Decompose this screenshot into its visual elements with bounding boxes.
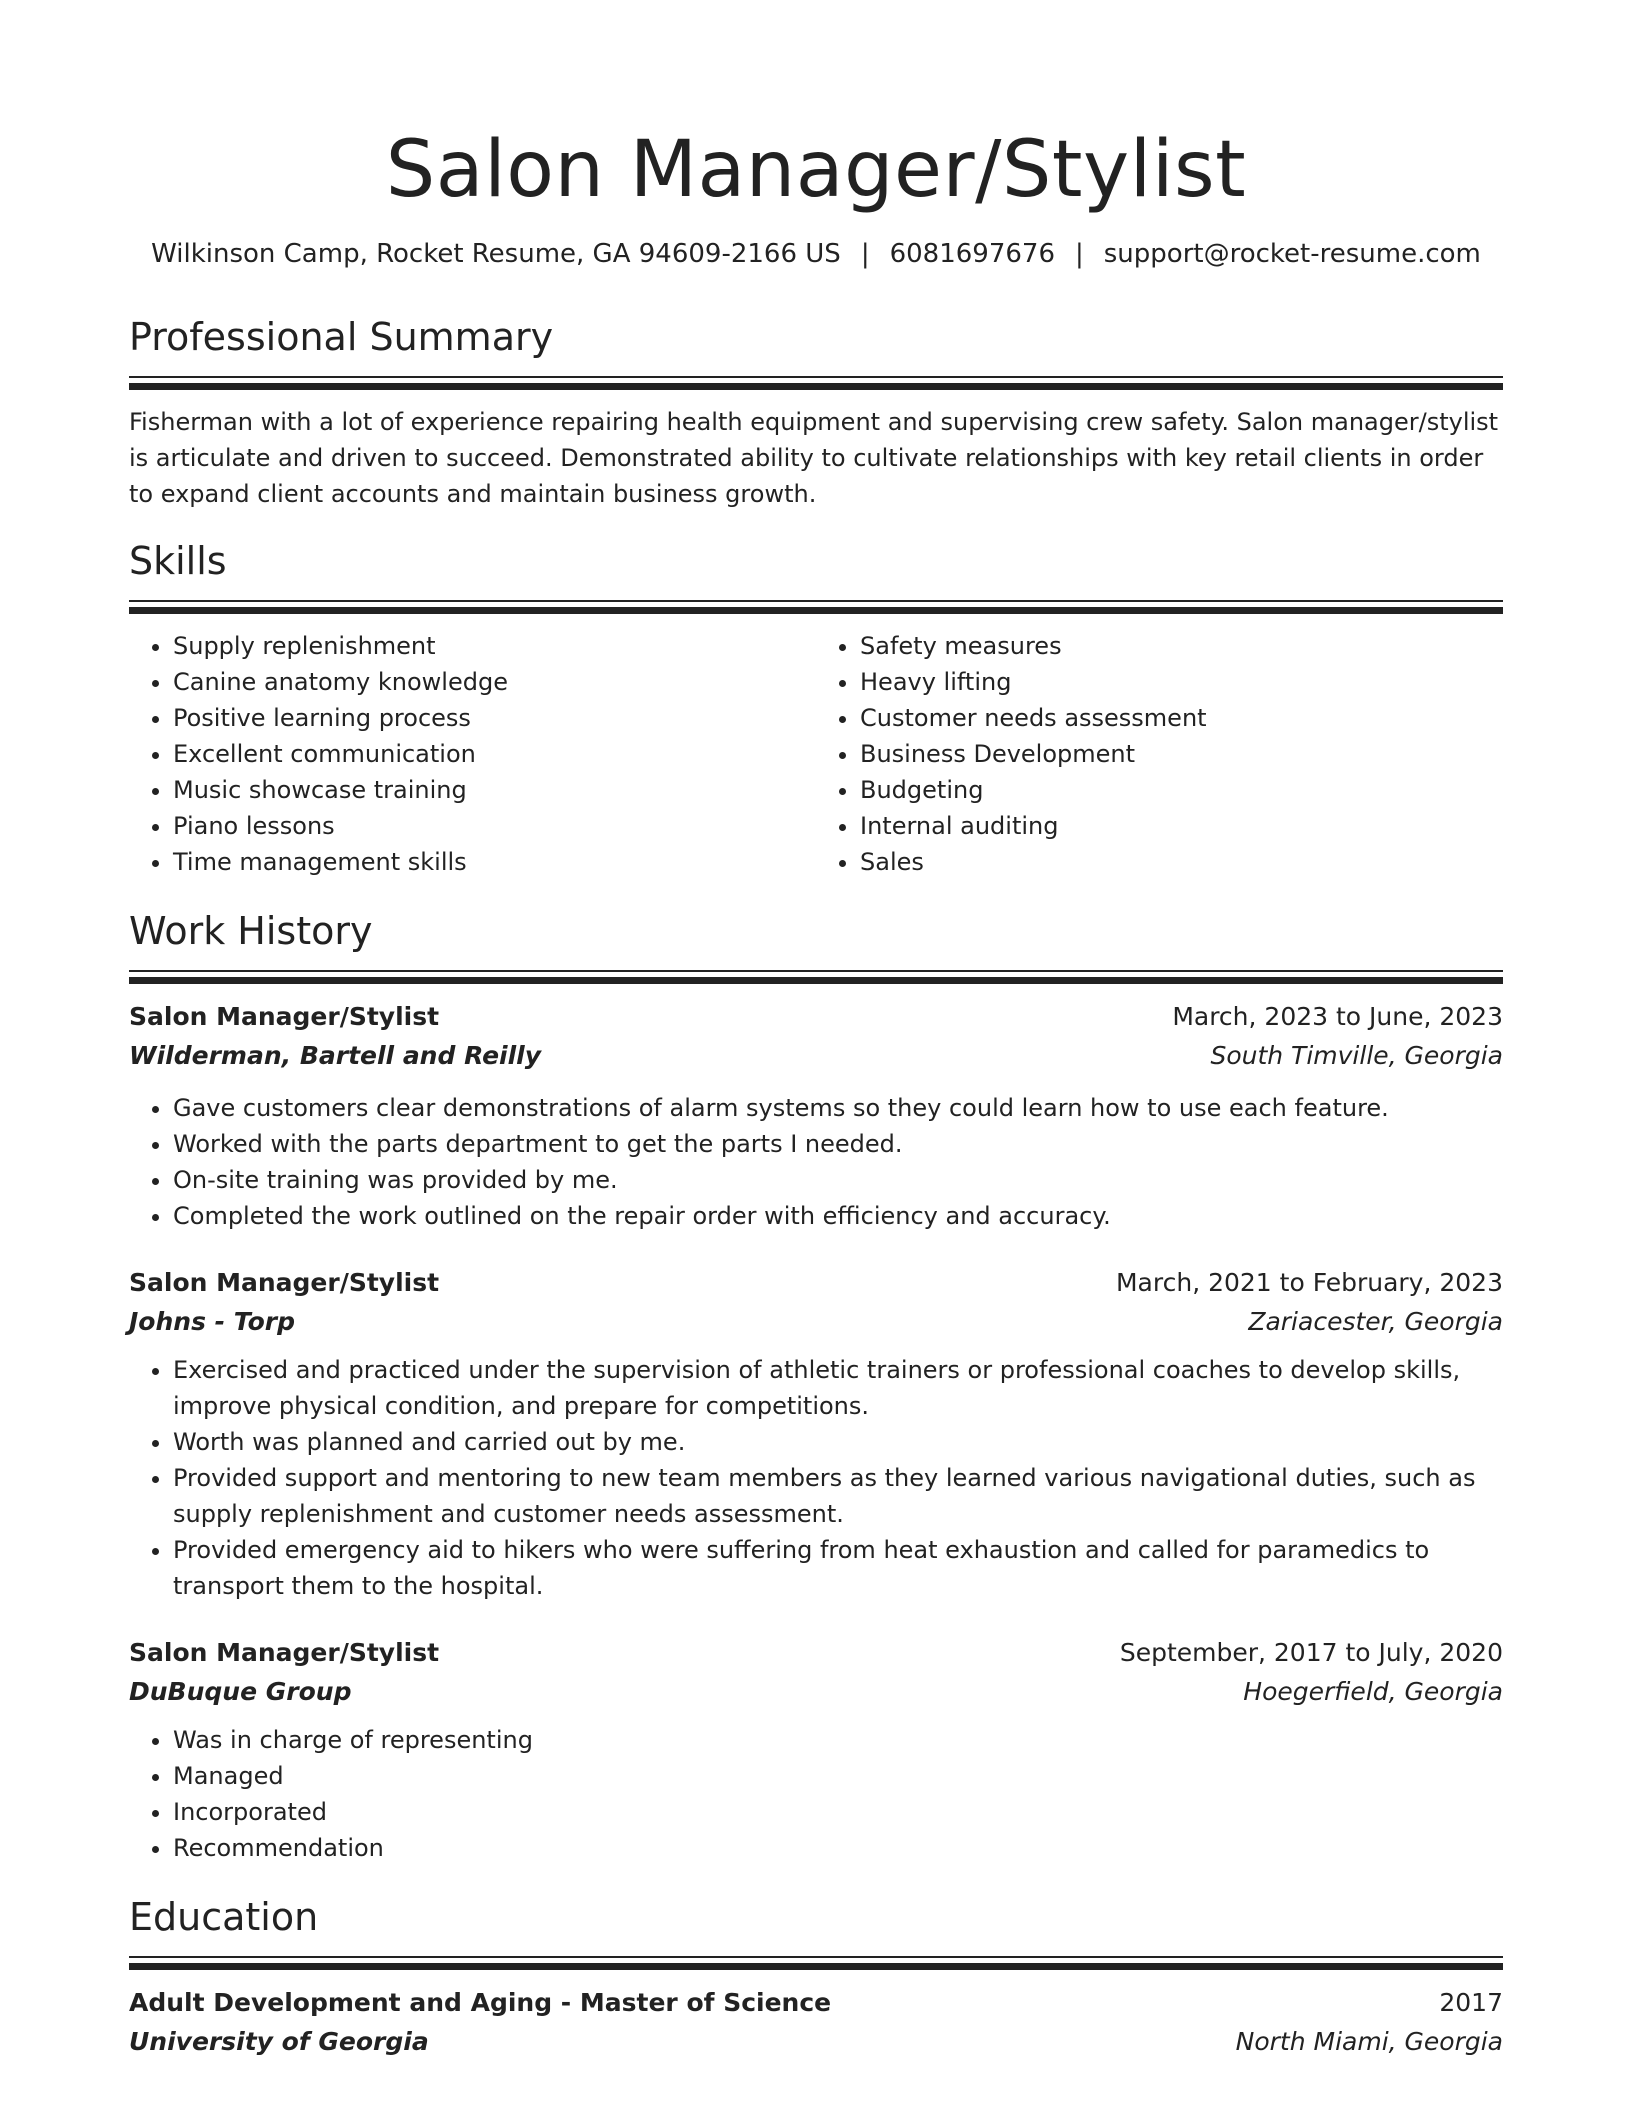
- section-divider: [129, 1956, 1503, 1970]
- job-subheader: [129, 1036, 1503, 1076]
- education-title: Education: [129, 1895, 319, 1939]
- skill-item: • Heavy lifting: [860, 664, 1503, 700]
- summary-section: [129, 312, 1503, 512]
- job-bullet: • Exercised and practiced under the supervision of athletic trainers or professional coaches to develop skills, improve physical condition, and prepare for competitions.: [173, 1352, 1503, 1424]
- job-subheader: [129, 1672, 1503, 1712]
- job-bullets: [129, 1722, 1503, 1866]
- skills-list-right: [816, 628, 1503, 880]
- job-bullets: [129, 1352, 1503, 1604]
- skill-item: • Internal auditing: [860, 808, 1503, 844]
- contact-phone: 6081697676: [889, 239, 1055, 269]
- contact-email: support@rocket-resume.com: [1103, 239, 1481, 269]
- skill-item: • Budgeting: [860, 772, 1503, 808]
- job-title: Salon Manager/Stylist: [129, 1002, 440, 1031]
- job-bullet: • On-site training was provided by me.: [173, 1162, 1503, 1198]
- skill-item: • Piano lessons: [173, 808, 816, 844]
- job-bullet: • Recommendation: [173, 1830, 1503, 1866]
- contact-separator: |: [1075, 239, 1084, 269]
- skill-item: • Excellent communication: [173, 736, 816, 772]
- job-bullet: • Provided support and mentoring to new team members as they learned various navigational duties, such as supply replenishment and customer needs assessment.: [173, 1460, 1503, 1532]
- job-header: [129, 998, 1503, 1036]
- job-header: [129, 1634, 1503, 1672]
- skills-section: [129, 536, 1503, 880]
- education-location: North Miami, Georgia: [1235, 2027, 1503, 2056]
- skills-list-left: [129, 628, 816, 880]
- job-title: Salon Manager/Stylist: [129, 1268, 440, 1297]
- education-year: 2017: [1439, 1988, 1503, 2017]
- skill-item: • Music showcase training: [173, 772, 816, 808]
- job-location: Zariacester, Georgia: [1248, 1307, 1503, 1336]
- job-bullet: • Provided emergency aid to hikers who were suffering from heat exhaustion and called for paramedics to transport them to the hospital.: [173, 1532, 1503, 1604]
- job-bullet: • Was in charge of representing: [173, 1722, 1503, 1758]
- resume-name: Salon Manager/Stylist: [385, 125, 1247, 215]
- work-title: Work History: [129, 909, 373, 953]
- job-entry: [129, 1264, 1503, 1604]
- job-bullet: • Completed the work outlined on the repair order with efficiency and accuracy.: [173, 1198, 1503, 1234]
- job-title: Salon Manager/Stylist: [129, 1638, 440, 1667]
- job-location: Hoegerfield, Georgia: [1243, 1677, 1503, 1706]
- contact-address: Wilkinson Camp, Rocket Resume, GA 94609-2166 US: [151, 239, 841, 269]
- job-bullet: • Gave customers clear demonstrations of alarm systems so they could learn how to use each feature.: [173, 1090, 1503, 1126]
- skill-item: • Customer needs assessment: [860, 700, 1503, 736]
- skill-item: • Time management skills: [173, 844, 816, 880]
- job-header: [129, 1264, 1503, 1302]
- job-bullets: [129, 1090, 1503, 1234]
- skill-item: • Supply replenishment: [173, 628, 816, 664]
- job-bullet: • Incorporated: [173, 1794, 1503, 1830]
- job-dates: March, 2021 to February, 2023: [1115, 1268, 1503, 1297]
- skill-item: • Business Development: [860, 736, 1503, 772]
- education-subheader: [129, 2022, 1503, 2062]
- job-bullet: • Worth was planned and carried out by me.: [173, 1424, 1503, 1460]
- skill-item: • Safety measures: [860, 628, 1503, 664]
- education-section: [129, 1892, 1503, 2062]
- contact-line: [129, 236, 1503, 272]
- section-divider: [129, 970, 1503, 984]
- job-company: DuBuque Group: [129, 1677, 352, 1706]
- job-dates: March, 2023 to June, 2023: [1172, 1002, 1503, 1031]
- summary-text: Fisherman with a lot of experience repairing health equipment and supervising crew safety. Salon manager/stylist is articulate and driven to succeed. Demonstrated ability to cultivate relationships with key retail clients in order to expand client accounts and maintain business growth.: [129, 408, 1499, 508]
- education-entry: [129, 1984, 1503, 2062]
- skills-title: Skills: [129, 539, 227, 583]
- skills-columns: [129, 628, 1503, 880]
- job-company: Wilderman, Bartell and Reilly: [129, 1041, 542, 1070]
- section-divider: [129, 376, 1503, 390]
- job-subheader: [129, 1302, 1503, 1342]
- education-school: University of Georgia: [129, 2027, 429, 2056]
- skill-item: • Canine anatomy knowledge: [173, 664, 816, 700]
- job-entry: [129, 1634, 1503, 1866]
- job-bullet: • Managed: [173, 1758, 1503, 1794]
- skill-item: • Positive learning process: [173, 700, 816, 736]
- section-divider: [129, 600, 1503, 614]
- education-header: [129, 1984, 1503, 2022]
- job-bullet: • Worked with the parts department to get the parts I needed.: [173, 1126, 1503, 1162]
- work-section: [129, 906, 1503, 1866]
- job-company: Johns - Torp: [129, 1307, 295, 1336]
- job-location: South Timville, Georgia: [1210, 1041, 1503, 1070]
- job-dates: September, 2017 to July, 2020: [1119, 1638, 1503, 1667]
- job-entry: [129, 998, 1503, 1234]
- contact-separator: |: [860, 239, 870, 269]
- summary-title: Professional Summary: [129, 315, 554, 359]
- skill-item: • Sales: [860, 844, 1503, 880]
- education-degree: Adult Development and Aging - Master of Science: [129, 1988, 832, 2017]
